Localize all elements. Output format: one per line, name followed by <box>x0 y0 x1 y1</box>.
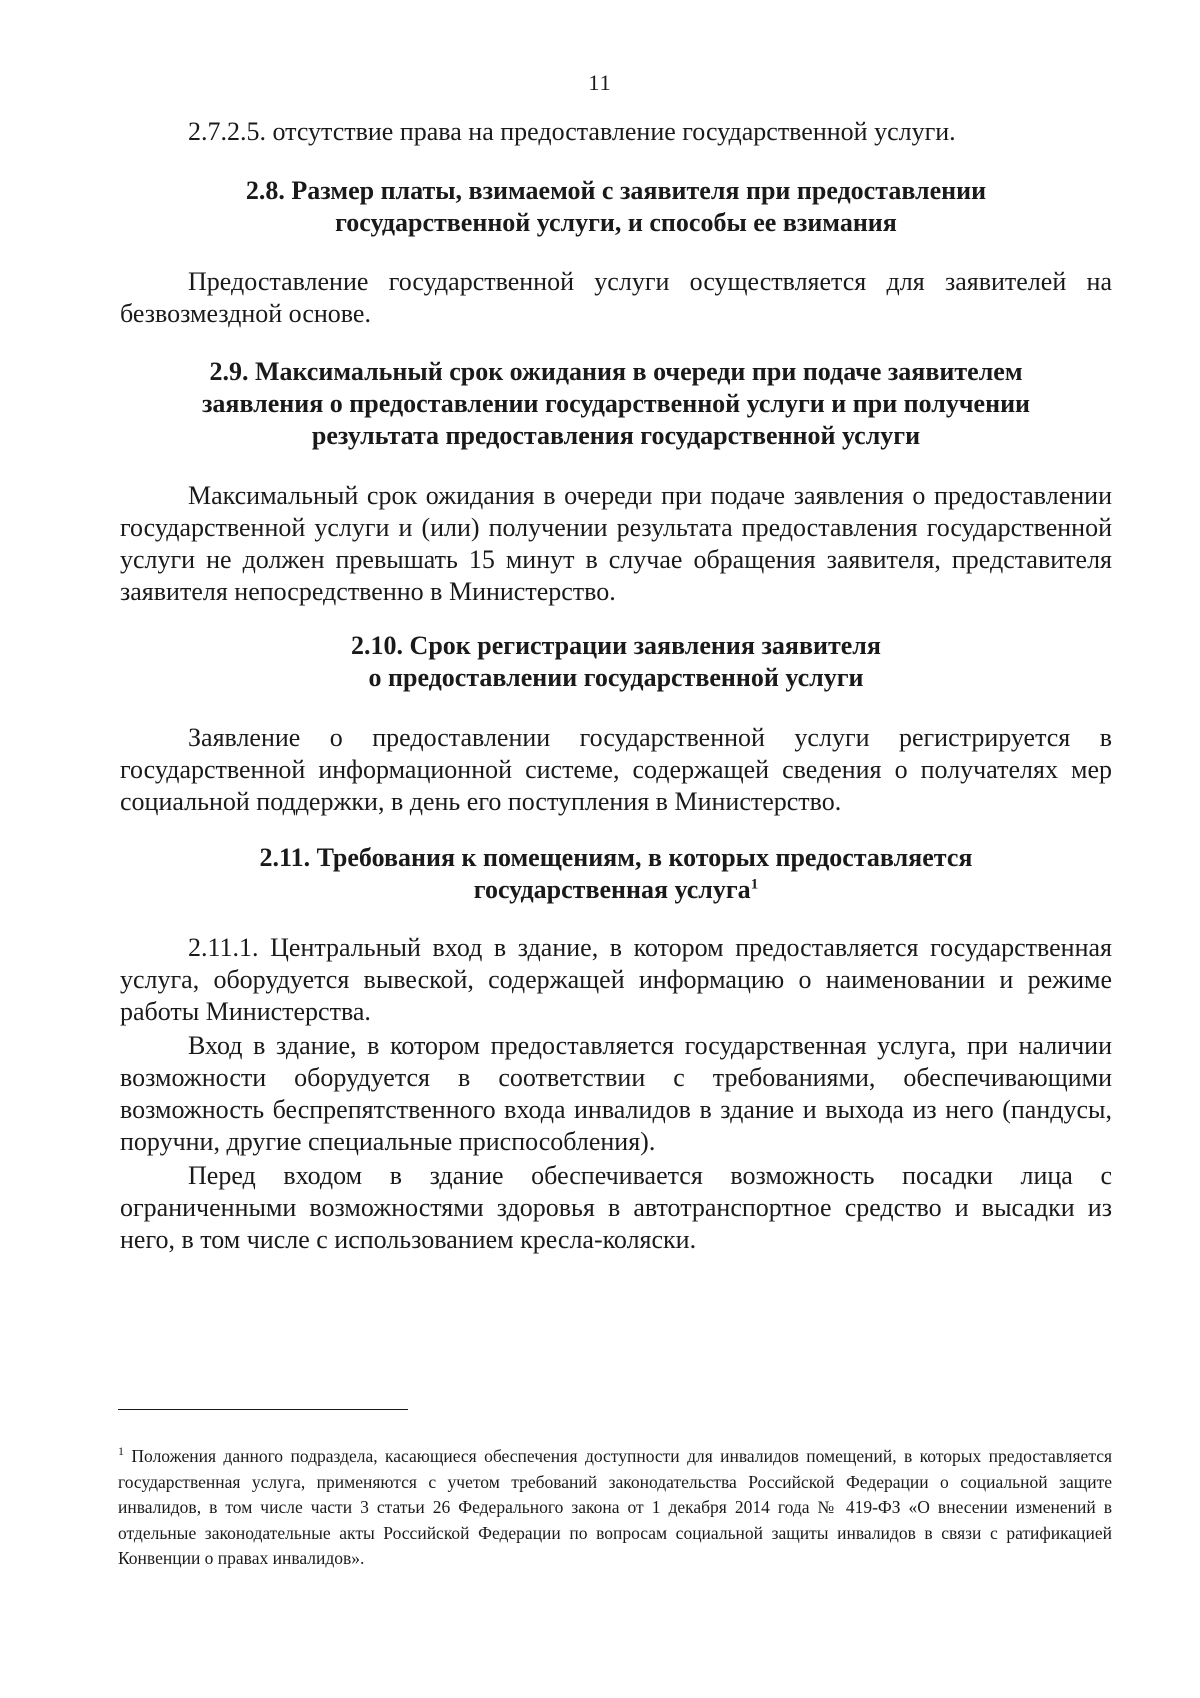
section-2-11-paragraph-3: Перед входом в здание обеспечивается возможность посадки лица с ограниченными возможностями здоровья в автотранспортное средство и высадки из него, в том числе с использованием кресла-коляски. <box>120 1161 1112 1254</box>
section-2-11-paragraph-2: Вход в здание, в котором предоставляется государственная услуга, при наличии возможности оборудуется в соответствии с требованиями, обеспечивающими возможность беспрепятственного входа инвалидов в здание и выхода из него (пандусы, поручни, другие специальные приспособления). <box>120 1031 1112 1156</box>
page-number: 11 <box>588 70 612 95</box>
section-2-11-heading <box>120 842 1112 906</box>
section-2-11-heading-line2-wrap <box>120 874 1112 906</box>
footnote <box>118 1444 1112 1572</box>
section-2-9-paragraph: Максимальный срок ожидания в очереди при подаче заявления о предоставлении государственной услуги и (или) получении результата предоставления государственной услуги не должен превышать 15 минут в случае обращения заявителя, представителя заявителя непосредственно в Министерство. <box>120 481 1112 606</box>
footnote-text: Положения данного подраздела, касающиеся обеспечения доступности для инвалидов помещений, в которых предоставляется государственная услуга, применяются с учетом требований законодательства Российской Федерации о социальной защите инвалидов, в том числе части 3 статьи 26 Федерального закона от 1 декабря 2014 года № 419-ФЗ «О внесении изменений в отдельные законодательные акты Российской Федерации по вопросам социальной защиты инвалидов в связи с ратификацией Конвенции о правах инвалидов». <box>118 1446 1113 1568</box>
section-2-11-paragraph-1: 2.11.1. Центральный вход в здание, в котором предоставляется государственная услуга, оборудуется вывеской, содержащей информацию о наименовании и режиме работы Министерства. <box>120 933 1112 1026</box>
section-2-10-heading <box>120 630 1112 694</box>
section-2-9-heading <box>120 356 1112 452</box>
section-2-8-heading-line1: 2.8. Размер платы, взимаемой с заявителя при предоставлении <box>245 176 987 205</box>
section-2-9-heading-line2: заявления о предоставлении государственной услуги и при получении <box>201 389 1031 418</box>
section-2-8-heading-line2: государственной услуги, и способы ее взимания <box>335 208 897 237</box>
item-2-7-2-5: 2.7.2.5. отсутствие права на предоставление государственной услуги. <box>188 117 956 146</box>
section-2-9-heading-line1: 2.9. Максимальный срок ожидания в очереди при подаче заявителем <box>209 357 1023 386</box>
section-2-10-paragraph: Заявление о предоставлении государственной услуги регистрируется в государственной информационной системе, содержащей сведения о получателях мер социальной поддержки, в день его поступления в Министерство. <box>120 723 1112 816</box>
section-2-10-heading-line1: 2.10. Срок регистрации заявления заявителя <box>351 631 881 660</box>
footnote-marker: 1 <box>118 1444 124 1459</box>
footnote-separator <box>118 1409 408 1410</box>
section-2-8-paragraph: Предоставление государственной услуги осуществляется для заявителей на безвозмездной основе. <box>120 267 1112 328</box>
section-2-11-heading-line2: государственная услуга <box>473 875 751 904</box>
section-2-8-heading <box>120 175 1112 239</box>
section-2-11-heading-line1: 2.11. Требования к помещениям, в которых предоставляется <box>259 843 973 872</box>
footnote-reference: 1 <box>750 876 759 893</box>
section-2-9-heading-line3: результата предоставления государственной услуги <box>311 421 921 450</box>
section-2-10-heading-line2: о предоставлении государственной услуги <box>368 663 864 692</box>
